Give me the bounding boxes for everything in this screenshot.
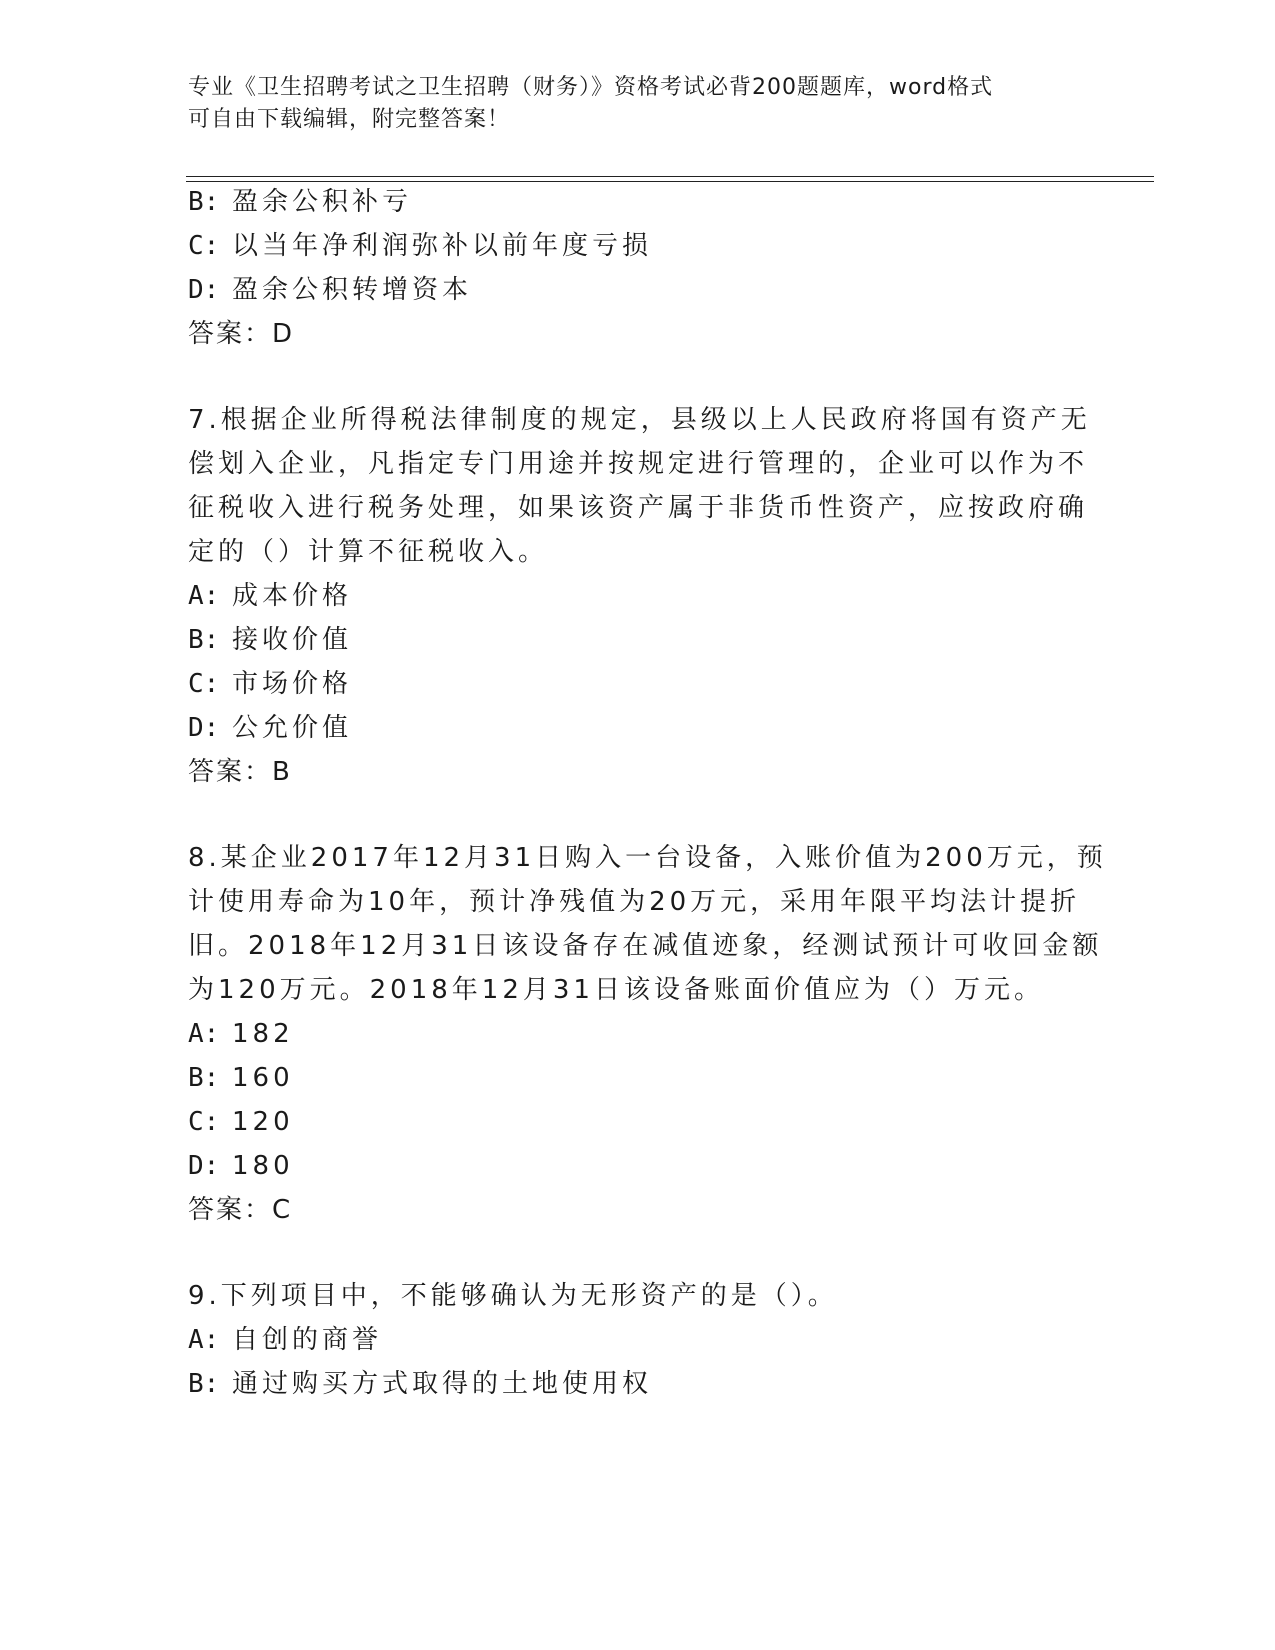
q7-text-line-4: 定的（）计算不征税收入。 xyxy=(188,537,549,567)
q7-option-d: D: 公允价值 xyxy=(188,713,353,743)
q8-answer: 答案：C xyxy=(188,1195,293,1225)
document-header xyxy=(188,72,1068,136)
q7-text-line-2: 偿划入企业，凡指定专门用途并按规定进行管理的，企业可以作为不 xyxy=(188,449,1089,479)
q8-text-line-2: 计使用寿命为10年，预计净残值为20万元，采用年限平均法计提折 xyxy=(188,887,1081,917)
header-divider-top xyxy=(186,176,1154,177)
prev-option-d: D: 盈余公积转增资本 xyxy=(188,275,473,305)
q8-option-d: D: 180 xyxy=(188,1151,294,1181)
prev-option-b: B: 盈余公积补亏 xyxy=(188,187,413,217)
q8-text-line-4: 为120万元。2018年12月31日该设备账面价值应为（）万元。 xyxy=(188,975,1044,1005)
q7-option-a: A: 成本价格 xyxy=(188,581,353,611)
q9-option-a: A: 自创的商誉 xyxy=(188,1325,383,1355)
q8-text-line-3: 旧。2018年12月31日该设备存在减值迹象，经测试预计可收回金额 xyxy=(188,931,1103,961)
prev-option-c: C: 以当年净利润弥补以前年度亏损 xyxy=(188,231,653,261)
q7-option-b: B: 接收价值 xyxy=(188,625,353,655)
header-divider-bottom xyxy=(186,181,1154,182)
header-line-1: 专业《卫生招聘考试之卫生招聘（财务）》资格考试必背200题题库，word格式 xyxy=(188,75,994,100)
q9-option-b: B: 通过购买方式取得的土地使用权 xyxy=(188,1369,653,1399)
q7-text-line-1: 7.根据企业所得税法律制度的规定，县级以上人民政府将国有资产无 xyxy=(188,405,1091,435)
header-line-2: 可自由下载编辑，附完整答案！ xyxy=(188,107,511,132)
q8-option-a: A: 182 xyxy=(188,1019,294,1049)
q7-text-line-3: 征税收入进行税务处理，如果该资产属于非货币性资产，应按政府确 xyxy=(188,493,1089,523)
q8-text-line-1: 8.某企业2017年12月31日购入一台设备，入账价值为200万元，预 xyxy=(188,843,1107,873)
prev-answer: 答案：D xyxy=(188,319,295,349)
q8-option-b: B: 160 xyxy=(188,1063,294,1093)
q7-answer: 答案：B xyxy=(188,757,292,787)
q9-text-line-1: 9.下列项目中，不能够确认为无形资产的是（）。 xyxy=(188,1281,838,1311)
q7-option-c: C: 市场价格 xyxy=(188,669,353,699)
q8-option-c: C: 120 xyxy=(188,1107,294,1137)
